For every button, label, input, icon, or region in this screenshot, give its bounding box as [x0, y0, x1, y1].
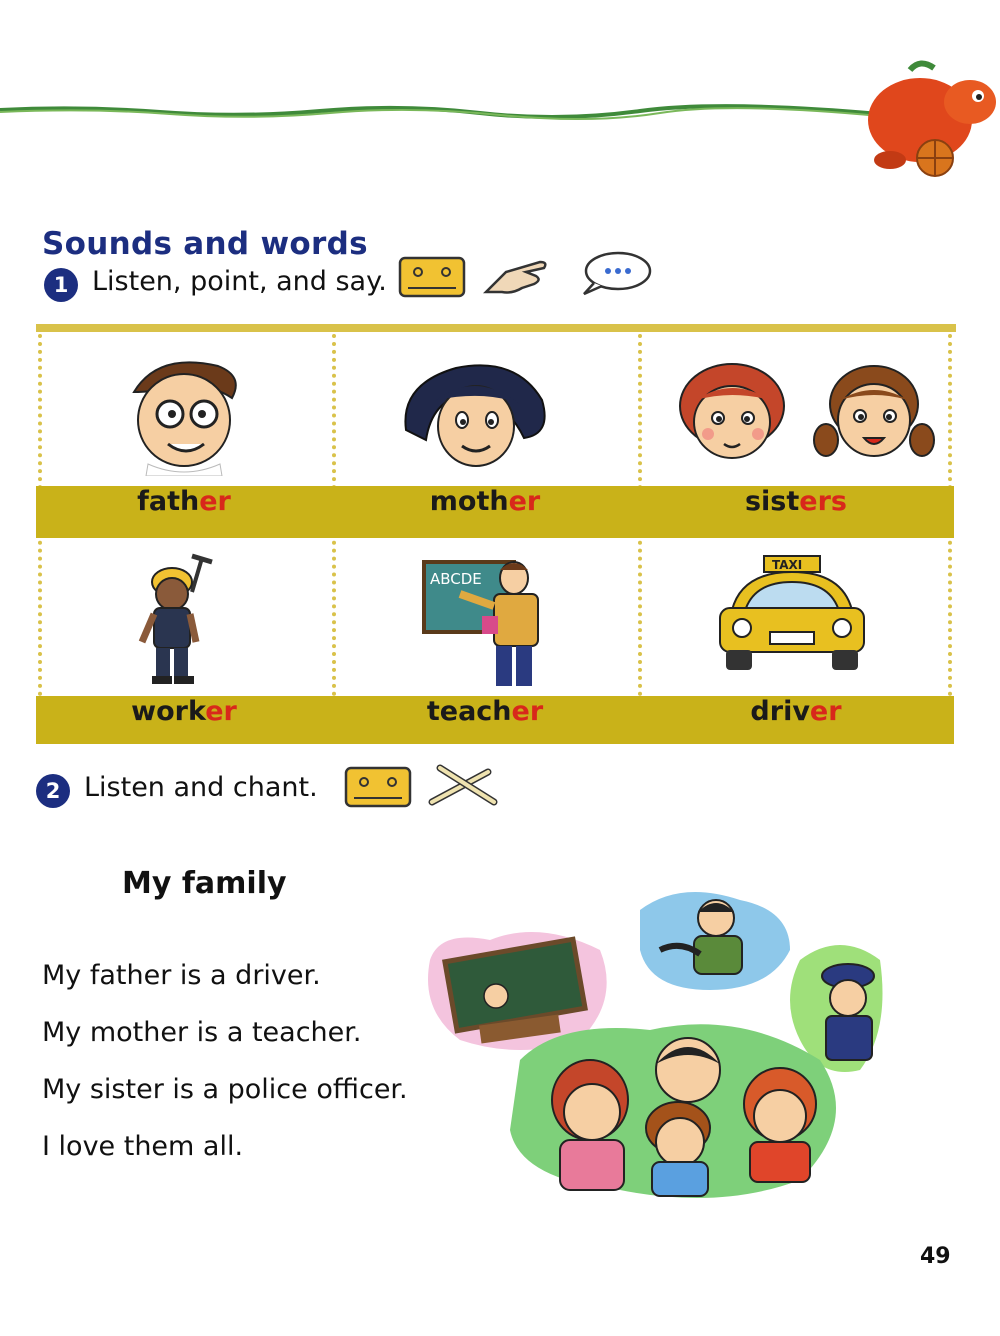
chant-line: My sister is a police officer. [42, 1074, 408, 1105]
grid-top-border [36, 324, 956, 332]
family-illustration [420, 880, 890, 1200]
sister-picture [812, 360, 936, 470]
pointing-hand-icon [482, 254, 558, 298]
page-number: 49 [920, 1244, 951, 1269]
section-title: Sounds and words [42, 226, 368, 262]
cassette-icon [344, 766, 412, 808]
word-mother: mother [429, 486, 541, 517]
driver-picture [712, 552, 872, 684]
father-picture [118, 352, 248, 476]
cassette-icon [398, 256, 466, 298]
mascot-illustration [850, 60, 1000, 180]
word-worker: worker [131, 696, 237, 727]
activity-number-badge: 1 [44, 268, 78, 302]
activity-instruction: Listen, point, and say. [92, 266, 387, 297]
crossed-sticks-icon [426, 762, 500, 808]
board-letters: ABCDE [430, 570, 482, 588]
chant-line: I love them all. [42, 1131, 244, 1162]
word-driver: driver [750, 696, 842, 727]
word-teacher: teacher [426, 696, 544, 727]
activity-instruction: Listen and chant. [84, 772, 318, 803]
vocabulary-grid [36, 324, 956, 748]
mother-picture [396, 360, 552, 470]
chant-title: My family [122, 866, 287, 901]
taxi-sign: TAXI [772, 558, 803, 572]
decorative-line [0, 98, 880, 128]
teacher-picture [420, 556, 544, 688]
worker-picture [132, 552, 222, 686]
sister-picture [672, 360, 792, 470]
word-father: father [137, 486, 231, 517]
word-sisters: sisters [744, 486, 847, 517]
grid-divider [948, 334, 952, 744]
speech-bubble-icon [578, 250, 652, 298]
activity-number-badge: 2 [36, 774, 70, 808]
grid-divider [38, 334, 42, 744]
chant-line: My father is a driver. [42, 960, 321, 991]
grid-divider [332, 334, 336, 744]
grid-divider [638, 334, 642, 744]
chant-line: My mother is a teacher. [42, 1017, 362, 1048]
